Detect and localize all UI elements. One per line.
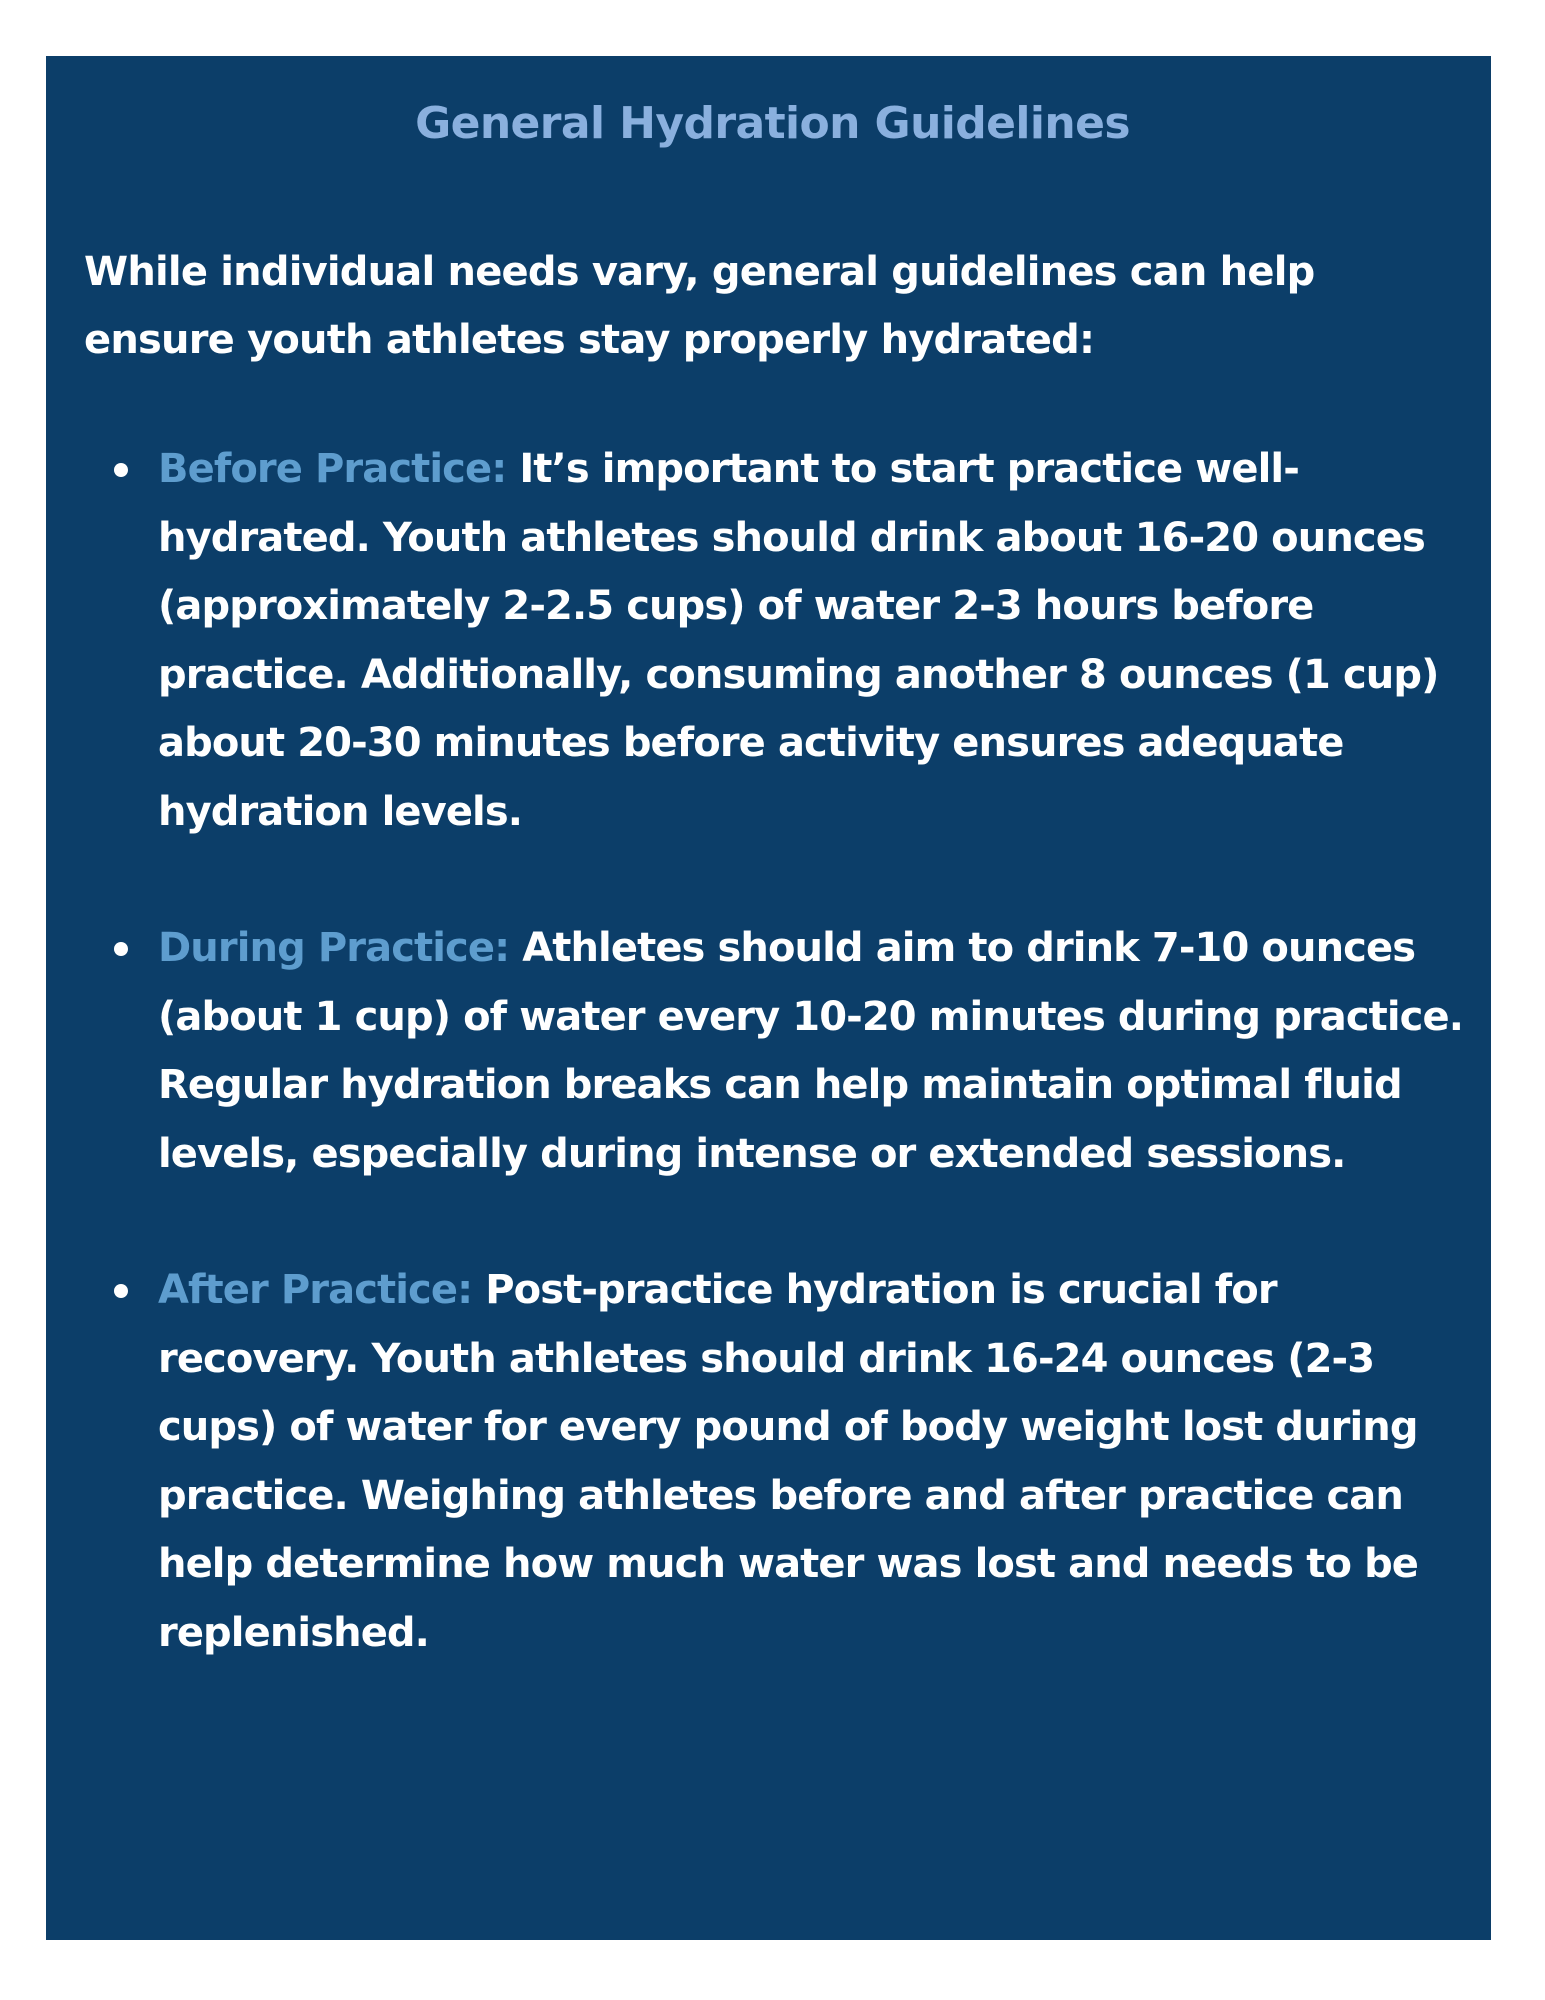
- page-title: General Hydration Guidelines: [415, 98, 1130, 149]
- item-text: Post-practice hydration is crucial for recovery. Youth athletes should drink 16-24 ounces (2-3 cups) of water for every pound of body weight lost during practice. Weighing athletes before and after practice can help determine how much water was lost and needs to be replenished.: [158, 1267, 1419, 1656]
- guideline-item-after-practice: [84, 1256, 1484, 1667]
- item-text: Athletes should aim to drink 7-10 ounces (about 1 cup) of water every 10-20 minutes during practice. Regular hydration breaks can help maintain optimal fluid levels, especially during intense or extended sessions.: [158, 925, 1464, 1177]
- item-heading: During Practice:: [158, 925, 510, 971]
- intro-paragraph: While individual needs vary, general guidelines can help ensure youth athletes stay properly hydrated:: [84, 249, 1315, 363]
- bullet-icon: [114, 942, 128, 956]
- item-heading: After Practice:: [158, 1267, 473, 1313]
- bullet-icon: [114, 1284, 128, 1298]
- guideline-item-before-practice: [84, 435, 1484, 846]
- guidelines-list: [84, 435, 1484, 1667]
- item-text: It’s important to start practice well-hydrated. Youth athletes should drink about 16-20 ounces (approximately 2-2.5 cups) of water 2-3 hours before practice. Additionally, consuming another 8 ounces (1 cup) about 20-30 minutes before activity ensures adequate hydration levels.: [158, 446, 1439, 835]
- guideline-item-during-practice: [84, 914, 1484, 1188]
- bullet-icon: [114, 463, 128, 477]
- item-heading: Before Practice:: [158, 446, 507, 492]
